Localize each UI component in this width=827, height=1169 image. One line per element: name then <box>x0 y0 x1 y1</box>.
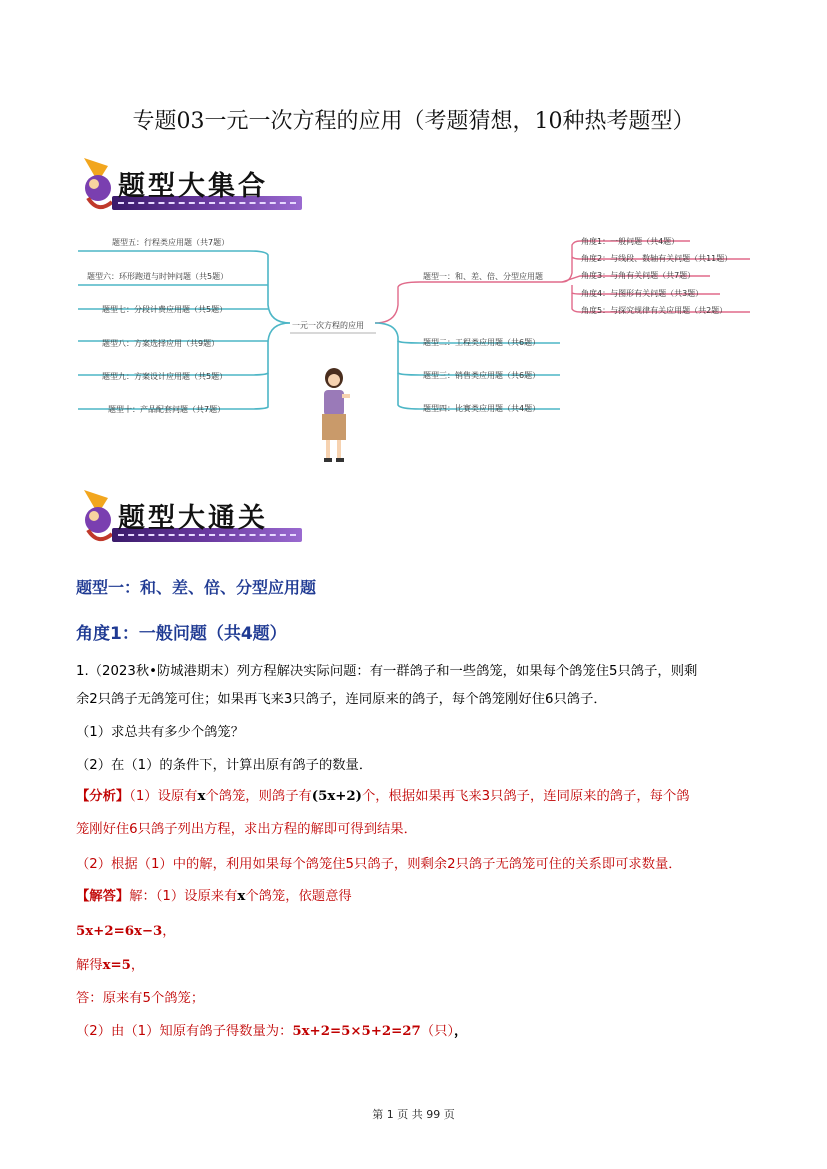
banner-question-types <box>78 152 306 218</box>
mind-right-item: 题型三：销售类应用题（共6题） <box>423 371 541 380</box>
question-1: （1）求总共有多少个鸽笼？ <box>76 725 245 740</box>
banner-title: 题型大通关 <box>118 503 268 534</box>
solve-line: 解得x=5， <box>76 958 145 973</box>
problem-line: 余2只鸽子无鸽笼可住；如果再飞来3只鸽子，连同原来的鸽子，每个鸽笼刚好住6只鸽子． <box>76 692 607 707</box>
mind-right-item: 题型二：工程类应用题（共6题） <box>423 338 541 347</box>
answer-tag: 【解答】 <box>76 889 130 904</box>
mind-sub-item: 角度5：与探究规律有关应用题（共2题） <box>581 306 728 315</box>
equation: 5x+2=6x−3， <box>76 924 176 939</box>
section-heading: 题型一：和、差、倍、分型应用题 <box>76 578 317 597</box>
answer-1: 答：原来有5个鸽笼； <box>76 991 205 1006</box>
analysis-line: 【分析】（1）设原有x个鸽笼，则鸽子有(5x+2)个，根据如果再飞来3只鸽子，连同原来的鸽子，每个鸽 <box>76 789 690 804</box>
mind-center: 一元一次方程的应用 <box>292 321 364 330</box>
mind-left-item: 题型九：方案设计应用题（共5题） <box>102 372 228 381</box>
mind-right-item: 题型四：比赛类应用题（共4题） <box>423 404 541 413</box>
mind-sub-item: 角度3：与角有关问题（共7题） <box>581 271 696 280</box>
mind-left-item: 题型十：产品配套问题（共7题） <box>108 405 226 414</box>
mind-sub-item: 角度4：与图形有关问题（共3题） <box>581 289 704 298</box>
analysis-line: （2）根据（1）中的解，利用如果每个鸽笼住5只鸽子，则剩余2只鸽子无鸽笼可住的关系即可求数量． <box>76 857 682 872</box>
problem-line: 1.（2023秋•防城港期末）列方程解决实际问题：有一群鸽子和一些鸽笼，如果每个鸽笼住5只鸽子，则剩 <box>76 664 698 679</box>
page-title: 专题03一元一次方程的应用（考题猜想，10种热考题型） <box>132 109 695 134</box>
banner-practice <box>78 484 306 550</box>
mind-left-item: 题型八：方案选择应用（共9题） <box>102 339 220 348</box>
answer-line-2: （2）由（1）知原有鸽子得数量为：5x+2=5×5+2=27（只）， <box>76 1024 468 1039</box>
mind-sub-item: 角度2：与线段、数轴有关问题（共11题） <box>581 254 733 263</box>
analysis-line: 笼刚好住6只鸽子列出方程，求出方程的解即可得到结果． <box>76 822 417 837</box>
question-2: （2）在（1）的条件下，计算出原有鸽子的数量． <box>76 758 373 773</box>
mind-left-item: 题型六：环形跑道与时钟问题（共5题） <box>87 272 229 281</box>
analysis-tag: 【分析】 <box>76 789 130 804</box>
mind-sub-item: 角度1：一般问题（共4题） <box>581 237 680 246</box>
answer-line: 【解答】解：（1）设原来有x个鸽笼，依题意得 <box>76 889 352 904</box>
subsection-heading: 角度1：一般问题（共4题） <box>76 624 287 644</box>
page-footer: 第 1 页 共 99 页 <box>372 1108 455 1121</box>
mind-left-item: 题型五：行程类应用题（共7题） <box>112 238 230 247</box>
banner-title: 题型大集合 <box>118 171 268 202</box>
mind-left-item: 题型七：分段计费应用题（共5题） <box>102 305 228 314</box>
teacher-illustration <box>312 368 362 468</box>
mind-right-item: 题型一：和、差、倍、分型应用题 <box>423 272 543 281</box>
